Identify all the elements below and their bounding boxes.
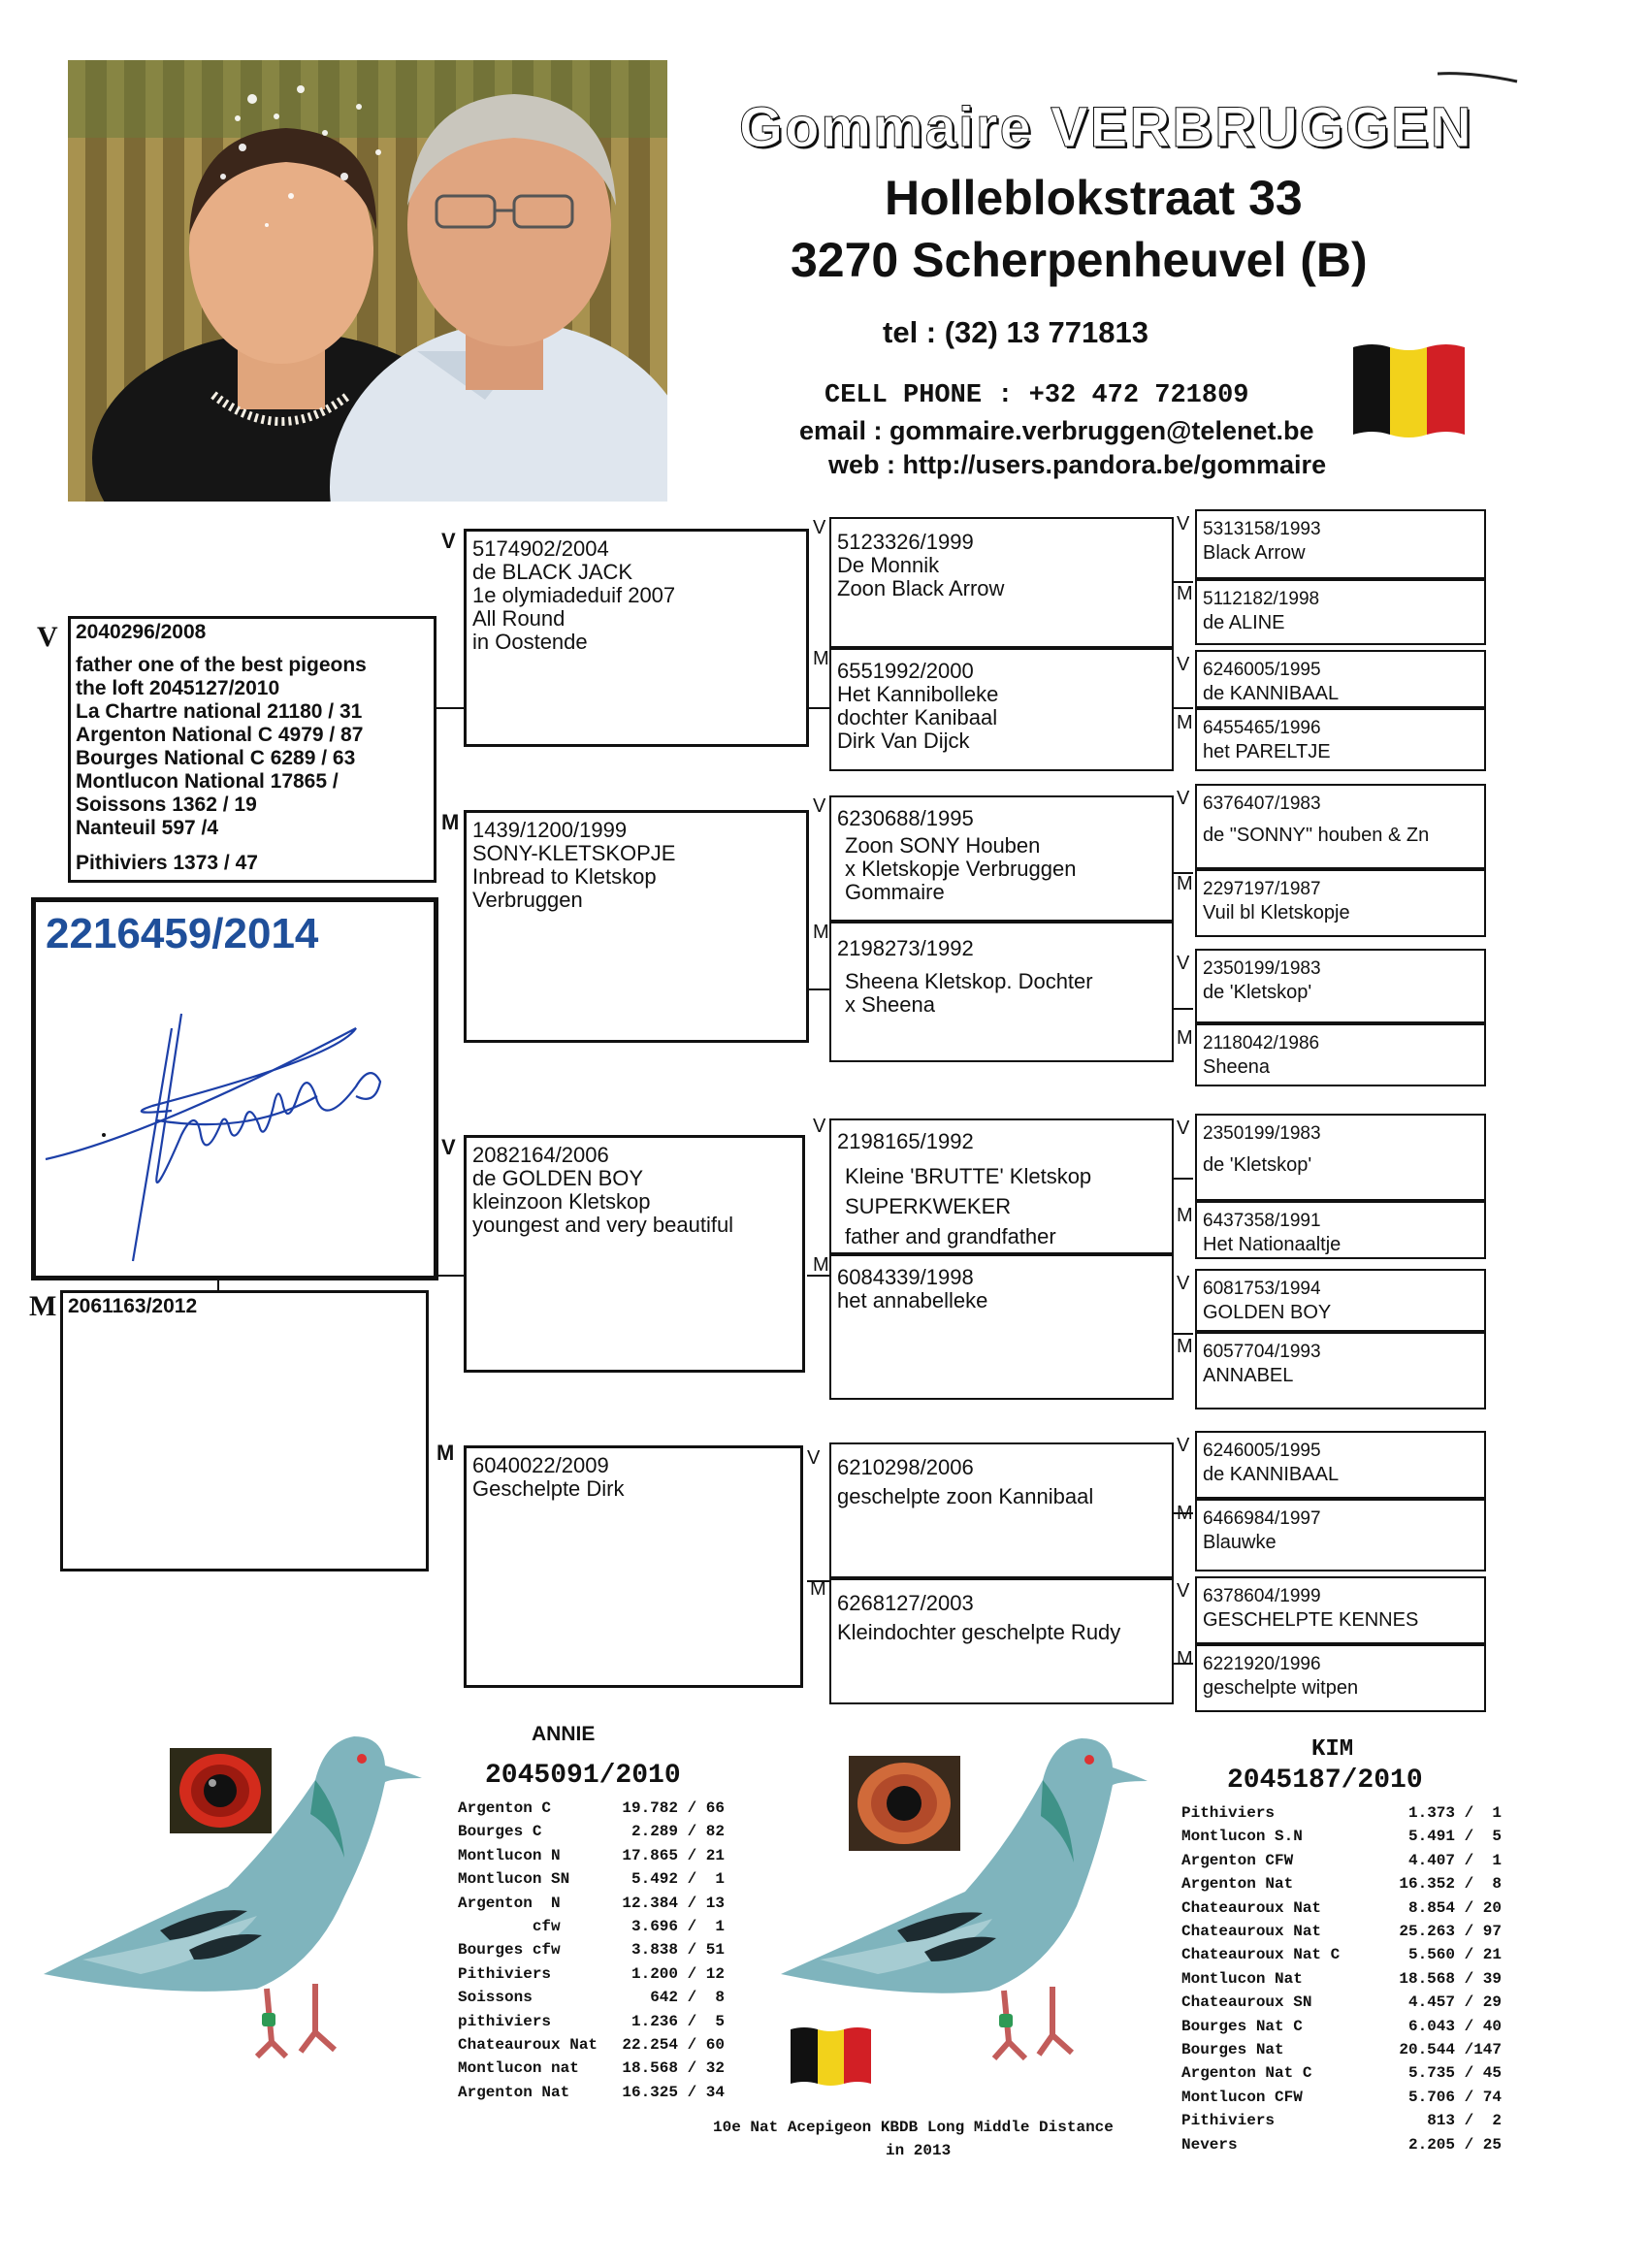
gen3-line: Gommaire — [845, 880, 945, 904]
gen4-name: Het Nationaaltje — [1203, 1234, 1342, 1255]
result-value: 1.373 / 1 — [1407, 1804, 1502, 1822]
gen4-ring: 6246005/1995 — [1203, 1441, 1321, 1461]
gen3-marker: V — [813, 795, 826, 817]
result-value: 5.560 / 21 — [1407, 1946, 1502, 1964]
result-value: 4.407 / 1 — [1407, 1851, 1502, 1869]
sire-note-line: Montlucon National 17865 / — [76, 770, 339, 793]
gen2-box — [464, 1135, 805, 1373]
result-row — [1181, 1943, 1502, 1966]
result-value: 8.854 / 20 — [1407, 1898, 1502, 1917]
gen3-line: Zoon SONY Houben — [845, 833, 1041, 858]
gen2-line: youngest and very beautiful — [472, 1213, 734, 1237]
result-value: 3.696 / 1 — [630, 1918, 725, 1935]
gen4-ring: 6246005/1995 — [1203, 660, 1321, 680]
gen2-ring: 1439/1200/1999 — [472, 818, 628, 842]
result-race: Argenton CFW — [1181, 1851, 1294, 1869]
result-race: Chateauroux Nat — [1181, 1898, 1322, 1917]
result-race: Montlucon nat — [458, 2059, 579, 2078]
result-race: Chateauroux Nat — [1181, 1923, 1322, 1940]
gen4-ring: 6081753/1994 — [1203, 1279, 1321, 1299]
result-value: 5.491 / 5 — [1407, 1828, 1502, 1846]
dam-marker: M — [29, 1290, 57, 1322]
gen4-box — [1195, 708, 1486, 771]
gen4-box — [1195, 1644, 1486, 1712]
result-race: Chateauroux SN — [1181, 1993, 1312, 2012]
result-value: 642 / 8 — [650, 1989, 725, 2007]
gen4-name: de ALINE — [1203, 612, 1285, 633]
gen4-marker: M — [1177, 1648, 1193, 1669]
sire-note-line: father one of the best pigeons — [76, 654, 367, 676]
result-race: Pithiviers — [1181, 1804, 1276, 1822]
sire-note-line: La Chartre national 21180 / 31 — [76, 700, 363, 723]
gen2-ring: 6040022/2009 — [472, 1453, 609, 1477]
gen3-line: Zoon Black Arrow — [837, 576, 1005, 600]
annie-name: ANNIE — [532, 1723, 596, 1745]
result-race: cfw — [458, 1918, 561, 1935]
gen3-line: x Kletskopje Verbruggen — [845, 857, 1077, 881]
gen2-box — [464, 529, 809, 747]
gen4-marker: M — [1177, 1336, 1193, 1357]
gen2-line: SONY-KLETSKOPJE — [472, 841, 676, 865]
gen4-ring: 5313158/1993 — [1203, 519, 1321, 539]
gen4-name: de 'Kletskop' — [1203, 982, 1312, 1003]
result-value: 813 / 2 — [1427, 2112, 1502, 2130]
gen4-name: Sheena — [1203, 1056, 1270, 1078]
result-value: 16.352 / 8 — [1399, 1875, 1502, 1894]
result-value: 2.205 / 25 — [1407, 2135, 1502, 2154]
result-race: Nevers — [1181, 2135, 1238, 2154]
annie-ring: 2045091/2010 — [485, 1761, 681, 1791]
gen3-ring: 6084339/1998 — [837, 1265, 974, 1289]
kim-name: KIM — [1311, 1736, 1354, 1763]
gen2-box — [464, 810, 809, 1043]
result-row — [1181, 1849, 1502, 1872]
result-row — [458, 1797, 725, 1820]
gen3-line: De Monnik — [837, 553, 940, 577]
gen2-line: 1e olymiadeduif 2007 — [472, 583, 676, 607]
gen4-ring: 6221920/1996 — [1203, 1654, 1321, 1674]
sire-note-line: Pithiviers 1373 / 47 — [76, 852, 258, 874]
footer-line-2: in 2013 — [886, 2142, 952, 2159]
gen3-marker: M — [813, 1254, 829, 1276]
result-value: 5.735 / 45 — [1407, 2064, 1502, 2083]
owner-photo — [68, 60, 667, 502]
result-value: 5.706 / 74 — [1407, 2088, 1502, 2106]
footer-line-1: 10e Nat Acepigeon KBDB Long Middle Distance — [713, 2119, 1114, 2136]
gen4-ring: 2350199/1983 — [1203, 958, 1321, 979]
result-race: Soissons — [458, 1989, 533, 2007]
signature — [36, 989, 434, 1271]
result-row — [458, 1892, 725, 1915]
gen2-marker: V — [441, 1135, 456, 1159]
result-value: 2.289 / 82 — [630, 1823, 725, 1841]
result-value: 19.782 / 66 — [622, 1799, 725, 1817]
gen3-marker: V — [807, 1447, 821, 1469]
owner-cell: CELL PHONE : +32 472 721809 — [824, 381, 1249, 410]
gen4-ring: 6455465/1996 — [1203, 718, 1321, 738]
gen4-marker: M — [1177, 1027, 1193, 1049]
gen4-box — [1195, 1332, 1486, 1409]
result-value: 25.263 / 97 — [1399, 1923, 1502, 1940]
owner-tel: tel : (32) 13 771813 — [883, 315, 1149, 349]
gen4-box — [1195, 1499, 1486, 1571]
result-race: Chateauroux Nat — [458, 2036, 598, 2054]
gen4-marker: V — [1177, 1273, 1190, 1294]
result-race: Argenton Nat — [458, 2083, 570, 2101]
gen4-name: ANNABEL — [1203, 1365, 1294, 1386]
result-race: Pithiviers — [458, 1964, 552, 1983]
gen3-ring: 2198273/1992 — [837, 936, 974, 960]
gen4-marker: V — [1177, 1118, 1190, 1139]
gen4-name: GOLDEN BOY — [1203, 1302, 1332, 1323]
gen2-line: de GOLDEN BOY — [472, 1166, 644, 1190]
result-row — [458, 2010, 725, 2033]
gen4-ring: 2118042/1986 — [1203, 1033, 1320, 1053]
kim-pigeon-image — [761, 1727, 1188, 2076]
gen4-marker: M — [1177, 583, 1193, 604]
subject-box — [31, 897, 438, 1280]
gen3-marker: M — [813, 922, 829, 943]
gen2-marker: M — [436, 1441, 455, 1465]
sire-marker: V — [37, 621, 58, 653]
result-row — [1181, 1896, 1502, 1920]
gen4-marker: V — [1177, 953, 1190, 974]
gen3-box — [829, 648, 1174, 771]
result-race: Montlucon N — [458, 1846, 561, 1864]
result-row — [1181, 2086, 1502, 2109]
result-value: 16.325 / 34 — [622, 2083, 725, 2101]
result-race: Montlucon S.N — [1181, 1828, 1303, 1846]
gen3-box — [829, 922, 1174, 1062]
gen3-line: Kleine 'BRUTTE' Kletskop — [845, 1164, 1092, 1188]
gen2-marker: V — [441, 529, 456, 553]
result-row — [1181, 2061, 1502, 2085]
result-value: 1.236 / 5 — [630, 2012, 725, 2030]
result-row — [458, 1844, 725, 1867]
sire-note-line: Soissons 1362 / 19 — [76, 794, 257, 816]
gen4-marker: M — [1177, 873, 1193, 894]
gen3-line: father and grandfather — [845, 1224, 1056, 1248]
result-race: pithiviers — [458, 2012, 552, 2030]
result-race: Bourges Nat — [1181, 2041, 1284, 2058]
gen2-line: in Oostende — [472, 630, 588, 654]
gen4-marker: M — [1177, 1205, 1193, 1226]
gen2-line: All Round — [472, 606, 566, 631]
result-value: 4.457 / 29 — [1407, 1993, 1502, 2012]
gen3-line: Kleindochter geschelpte Rudy — [837, 1620, 1121, 1644]
gen4-ring: 6376407/1983 — [1203, 794, 1321, 814]
result-row — [1181, 2109, 1502, 2132]
result-value: 18.568 / 39 — [1399, 1969, 1502, 1988]
gen4-box — [1195, 579, 1486, 645]
result-row — [1181, 1801, 1502, 1825]
gen3-line: Dirk Van Dijck — [837, 729, 970, 753]
result-row — [1181, 1967, 1502, 1991]
gen4-ring: 2297197/1987 — [1203, 879, 1321, 899]
result-row — [458, 1962, 725, 1986]
result-race: Chateauroux Nat C — [1181, 1946, 1341, 1964]
gen4-name: het PARELTJE — [1203, 741, 1331, 762]
gen2-line: kleinzoon Kletskop — [472, 1189, 651, 1214]
result-row — [458, 2057, 725, 2080]
gen4-ring: 5112182/1998 — [1203, 589, 1320, 609]
result-row — [458, 1867, 725, 1891]
gen4-box — [1195, 784, 1486, 869]
gen3-line: geschelpte zoon Kannibaal — [837, 1484, 1094, 1508]
gen3-marker: M — [810, 1578, 826, 1600]
sire-ring: 2040296/2008 — [76, 621, 207, 643]
gen2-line: Verbruggen — [472, 888, 583, 912]
gen3-ring: 5123326/1999 — [837, 530, 974, 554]
owner-email: email : gommaire.verbruggen@telenet.be — [799, 416, 1314, 445]
gen2-line: de BLACK JACK — [472, 560, 633, 584]
result-value: 5.492 / 1 — [630, 1870, 725, 1889]
result-row — [1181, 1920, 1502, 1943]
result-value: 20.544 /147 — [1399, 2041, 1502, 2058]
gen4-ring: 2350199/1983 — [1203, 1123, 1321, 1144]
gen4-ring: 6378604/1999 — [1203, 1586, 1321, 1606]
gen4-box — [1195, 650, 1486, 708]
gen4-box — [1195, 1114, 1486, 1201]
gen4-name: de KANNIBAAL — [1203, 683, 1340, 704]
sire-note-line: Nanteuil 597 /4 — [76, 817, 219, 839]
gen4-marker: V — [1177, 1580, 1190, 1602]
dam-ring: 2061163/2012 — [68, 1295, 198, 1317]
result-row — [1181, 1872, 1502, 1895]
result-row — [458, 1938, 725, 1961]
gen4-name: geschelpte witpen — [1203, 1677, 1359, 1699]
gen2-marker: M — [441, 810, 460, 834]
gen3-marker: V — [813, 517, 826, 538]
gen3-marker: M — [813, 648, 829, 669]
sire-box — [68, 616, 436, 883]
result-value: 18.568 / 32 — [622, 2059, 725, 2078]
gen3-box — [829, 1578, 1174, 1704]
result-row — [458, 1820, 725, 1843]
gen4-marker: M — [1177, 712, 1193, 733]
gen3-box — [829, 1442, 1174, 1578]
result-race: Pithiviers — [1181, 2112, 1276, 2130]
subject-ring: 2216459/2014 — [46, 910, 319, 957]
result-race: Argenton Nat C — [1181, 2064, 1312, 2083]
gen4-marker: V — [1177, 513, 1190, 535]
gen4-box — [1195, 1431, 1486, 1499]
result-row — [1181, 2133, 1502, 2156]
result-value: 22.254 / 60 — [622, 2036, 725, 2054]
gen4-marker: M — [1177, 1503, 1193, 1524]
result-value: 6.043 / 40 — [1407, 2017, 1502, 2035]
gen3-line: Het Kannibolleke — [837, 682, 999, 706]
result-value: 12.384 / 13 — [622, 1894, 725, 1912]
owner-web: web : http://users.pandora.be/gommaire — [828, 450, 1327, 479]
result-race: Argenton Nat — [1181, 1875, 1294, 1894]
gen3-line: Sheena Kletskop. Dochter — [845, 969, 1093, 993]
result-row — [458, 1915, 725, 1938]
gen3-line: x Sheena — [845, 992, 935, 1017]
result-row — [458, 2081, 725, 2104]
gen3-box — [829, 795, 1174, 922]
gen4-box — [1195, 1201, 1486, 1259]
gen3-box — [829, 517, 1174, 648]
gen3-ring: 6230688/1995 — [837, 806, 974, 830]
result-race: Montlucon SN — [458, 1870, 570, 1889]
dam-box — [60, 1290, 429, 1571]
result-race: Argenton C — [458, 1799, 552, 1817]
gen4-marker: V — [1177, 788, 1190, 809]
gen2-box — [464, 1445, 803, 1688]
gen2-line: Geschelpte Dirk — [472, 1476, 625, 1501]
gen4-name: de KANNIBAAL — [1203, 1464, 1340, 1485]
result-race: Argenton N — [458, 1894, 561, 1912]
gen4-box — [1195, 1269, 1486, 1332]
gen2-line: Inbread to Kletskop — [472, 864, 657, 889]
gen4-box — [1195, 509, 1486, 579]
result-value: 3.838 / 51 — [630, 1941, 725, 1960]
gen3-ring: 2198165/1992 — [837, 1129, 974, 1153]
result-row — [1181, 2015, 1502, 2038]
gen3-ring: 6551992/2000 — [837, 659, 974, 683]
belgian-flag-top — [1353, 341, 1465, 438]
gen4-ring: 6466984/1997 — [1203, 1508, 1321, 1529]
result-row — [458, 2033, 725, 2057]
gen4-box — [1195, 1023, 1486, 1086]
sire-note-line: Bourges National C 6289 / 63 — [76, 747, 356, 769]
gen3-ring: 6268127/2003 — [837, 1591, 974, 1615]
gen3-box — [829, 1118, 1174, 1254]
annie-pigeon-image — [24, 1722, 451, 2071]
gen4-marker: V — [1177, 1435, 1190, 1456]
gen3-line: dochter Kanibaal — [837, 705, 998, 729]
gen4-box — [1195, 869, 1486, 937]
gen4-name: Vuil bl Kletskopje — [1203, 902, 1350, 923]
result-race: Montlucon CFW — [1181, 2088, 1303, 2106]
result-row — [1181, 1991, 1502, 2014]
kim-ring: 2045187/2010 — [1227, 1766, 1423, 1796]
result-row — [458, 1986, 725, 2009]
gen2-ring: 5174902/2004 — [472, 536, 609, 561]
owner-street: Holleblokstraat 33 — [885, 171, 1303, 225]
pen-mark — [1434, 68, 1521, 87]
gen4-marker: V — [1177, 654, 1190, 675]
gen4-name: GESCHELPTE KENNES — [1203, 1609, 1419, 1631]
sire-note-line: the loft 2045127/2010 — [76, 677, 280, 699]
gen3-ring: 6210298/2006 — [837, 1455, 974, 1479]
gen4-name: de 'Kletskop' — [1203, 1154, 1312, 1176]
result-race: Bourges C — [458, 1823, 542, 1841]
sire-note-line: Argenton National C 4979 / 87 — [76, 724, 364, 746]
gen4-ring: 6057704/1993 — [1203, 1342, 1321, 1362]
gen4-name: de "SONNY" houben & Zn — [1203, 825, 1430, 846]
result-value: 1.200 / 12 — [630, 1964, 725, 1983]
owner-city: 3270 Scherpenheuvel (B) — [791, 233, 1368, 287]
result-race: Bourges Nat C — [1181, 2017, 1303, 2035]
gen4-ring: 6437358/1991 — [1203, 1211, 1321, 1231]
gen4-box — [1195, 949, 1486, 1023]
result-value: 17.865 / 21 — [622, 1846, 725, 1864]
gen3-box — [829, 1254, 1174, 1400]
gen3-line: het annabelleke — [837, 1288, 988, 1312]
gen4-name: Blauwke — [1203, 1532, 1277, 1553]
result-row — [1181, 1825, 1502, 1848]
owner-name: Gommaire VERBRUGGEN — [739, 96, 1473, 159]
gen4-box — [1195, 1576, 1486, 1644]
result-race: Bourges cfw — [458, 1941, 561, 1960]
gen3-marker: V — [813, 1116, 826, 1137]
gen4-name: Black Arrow — [1203, 542, 1306, 564]
result-row — [1181, 2038, 1502, 2061]
gen2-ring: 2082164/2006 — [472, 1143, 609, 1167]
result-race: Montlucon Nat — [1181, 1969, 1303, 1988]
gen3-line: SUPERKWEKER — [845, 1194, 1012, 1218]
